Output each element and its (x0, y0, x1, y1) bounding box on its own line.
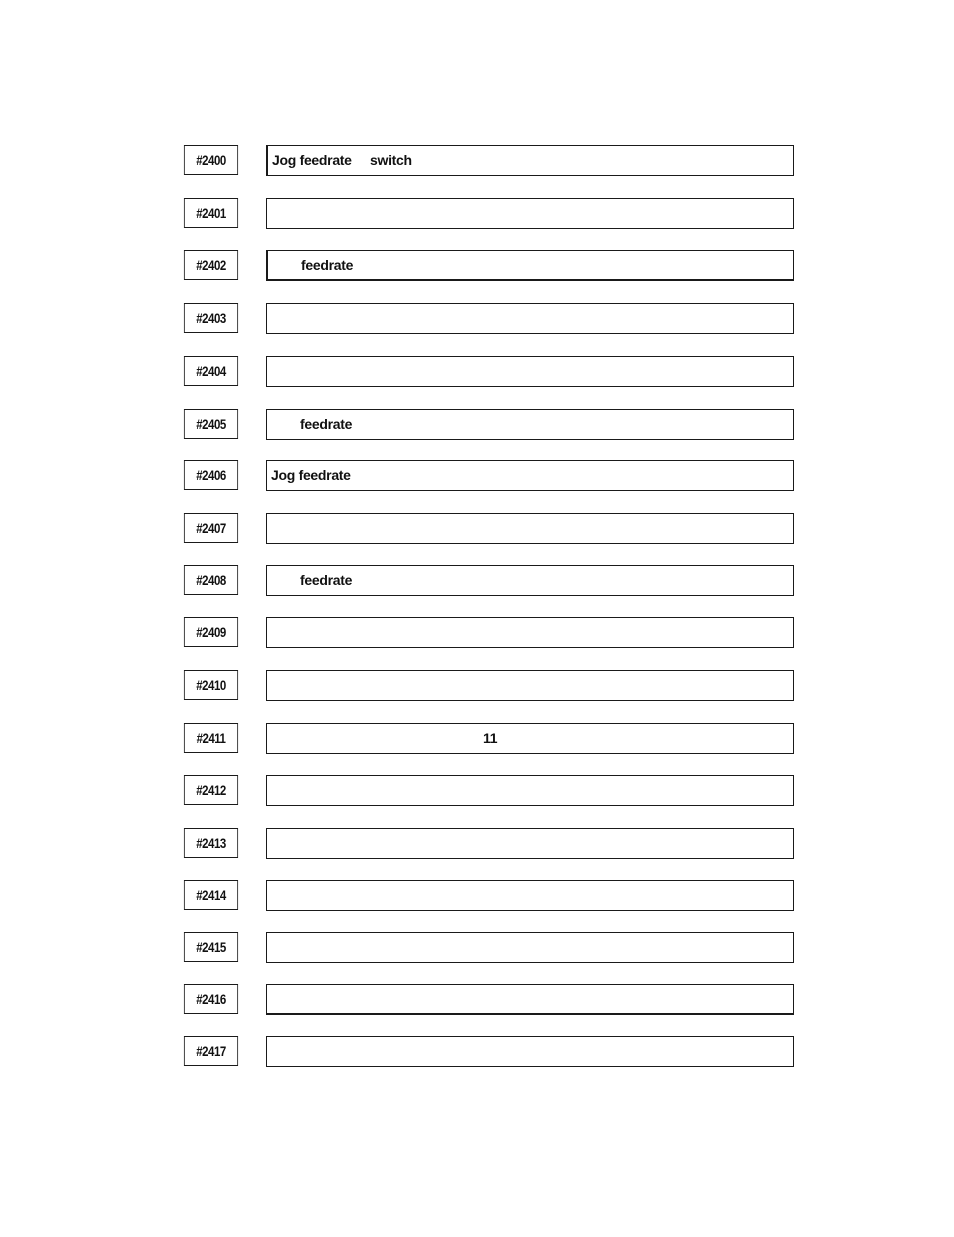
parameter-description-field (266, 409, 794, 440)
parameter-number: #2402 (184, 250, 238, 280)
parameter-description-field (266, 617, 794, 648)
parameter-description-field (266, 303, 794, 334)
parameter-number: #2408 (184, 565, 238, 595)
parameter-number: #2416 (184, 984, 238, 1014)
parameter-row (0, 565, 954, 597)
parameter-row (0, 198, 954, 230)
parameter-number: #2413 (184, 828, 238, 858)
parameter-row (0, 880, 954, 912)
parameter-number: #2403 (184, 303, 238, 333)
parameter-description-field (266, 565, 794, 596)
parameter-description-text: feedrate (301, 257, 354, 273)
parameter-number: #2407 (184, 513, 238, 543)
parameter-number: #2405 (184, 409, 238, 439)
parameter-row (0, 303, 954, 335)
parameter-row (0, 932, 954, 964)
parameter-description-field (266, 932, 794, 963)
parameter-row (0, 828, 954, 860)
parameter-number: #2406 (184, 460, 238, 490)
parameter-description-field (266, 880, 794, 911)
parameter-row (0, 409, 954, 441)
parameter-description-field (266, 984, 794, 1015)
parameter-row (0, 617, 954, 649)
parameter-number: #2400 (184, 145, 238, 175)
parameter-number: #2415 (184, 932, 238, 962)
parameter-description-field (266, 828, 794, 859)
parameter-number: #2411 (184, 723, 238, 753)
parameter-row (0, 513, 954, 545)
parameter-number: #2412 (184, 775, 238, 805)
parameter-description-text: Jog feedrate (271, 467, 351, 483)
parameter-row (0, 670, 954, 702)
parameter-description-field (266, 1036, 794, 1067)
parameter-description-text: switch (370, 152, 412, 168)
parameter-row (0, 984, 954, 1016)
parameter-row (0, 356, 954, 388)
parameter-row (0, 250, 954, 282)
parameter-description-text: Jog feedrate (272, 152, 352, 168)
parameter-description-field (266, 250, 794, 281)
parameter-number: #2409 (184, 617, 238, 647)
parameter-row (0, 1036, 954, 1068)
parameter-number: #2417 (184, 1036, 238, 1066)
parameter-description-field (266, 460, 794, 491)
parameter-number: #2401 (184, 198, 238, 228)
parameter-number: #2404 (184, 356, 238, 386)
parameter-number: #2410 (184, 670, 238, 700)
parameter-row (0, 775, 954, 807)
parameter-description-text: feedrate (300, 572, 353, 588)
parameter-description-text: feedrate (300, 416, 353, 432)
parameter-description-field (266, 356, 794, 387)
parameter-row (0, 145, 954, 177)
parameter-row (0, 723, 954, 755)
parameter-row (0, 460, 954, 492)
parameter-description-field (266, 723, 794, 754)
parameter-description-field (266, 513, 794, 544)
parameter-description-text: 11 (483, 730, 498, 746)
parameter-number: #2414 (184, 880, 238, 910)
parameter-description-field (266, 198, 794, 229)
parameter-description-field (266, 775, 794, 806)
parameter-description-field (266, 145, 794, 176)
parameter-description-field (266, 670, 794, 701)
